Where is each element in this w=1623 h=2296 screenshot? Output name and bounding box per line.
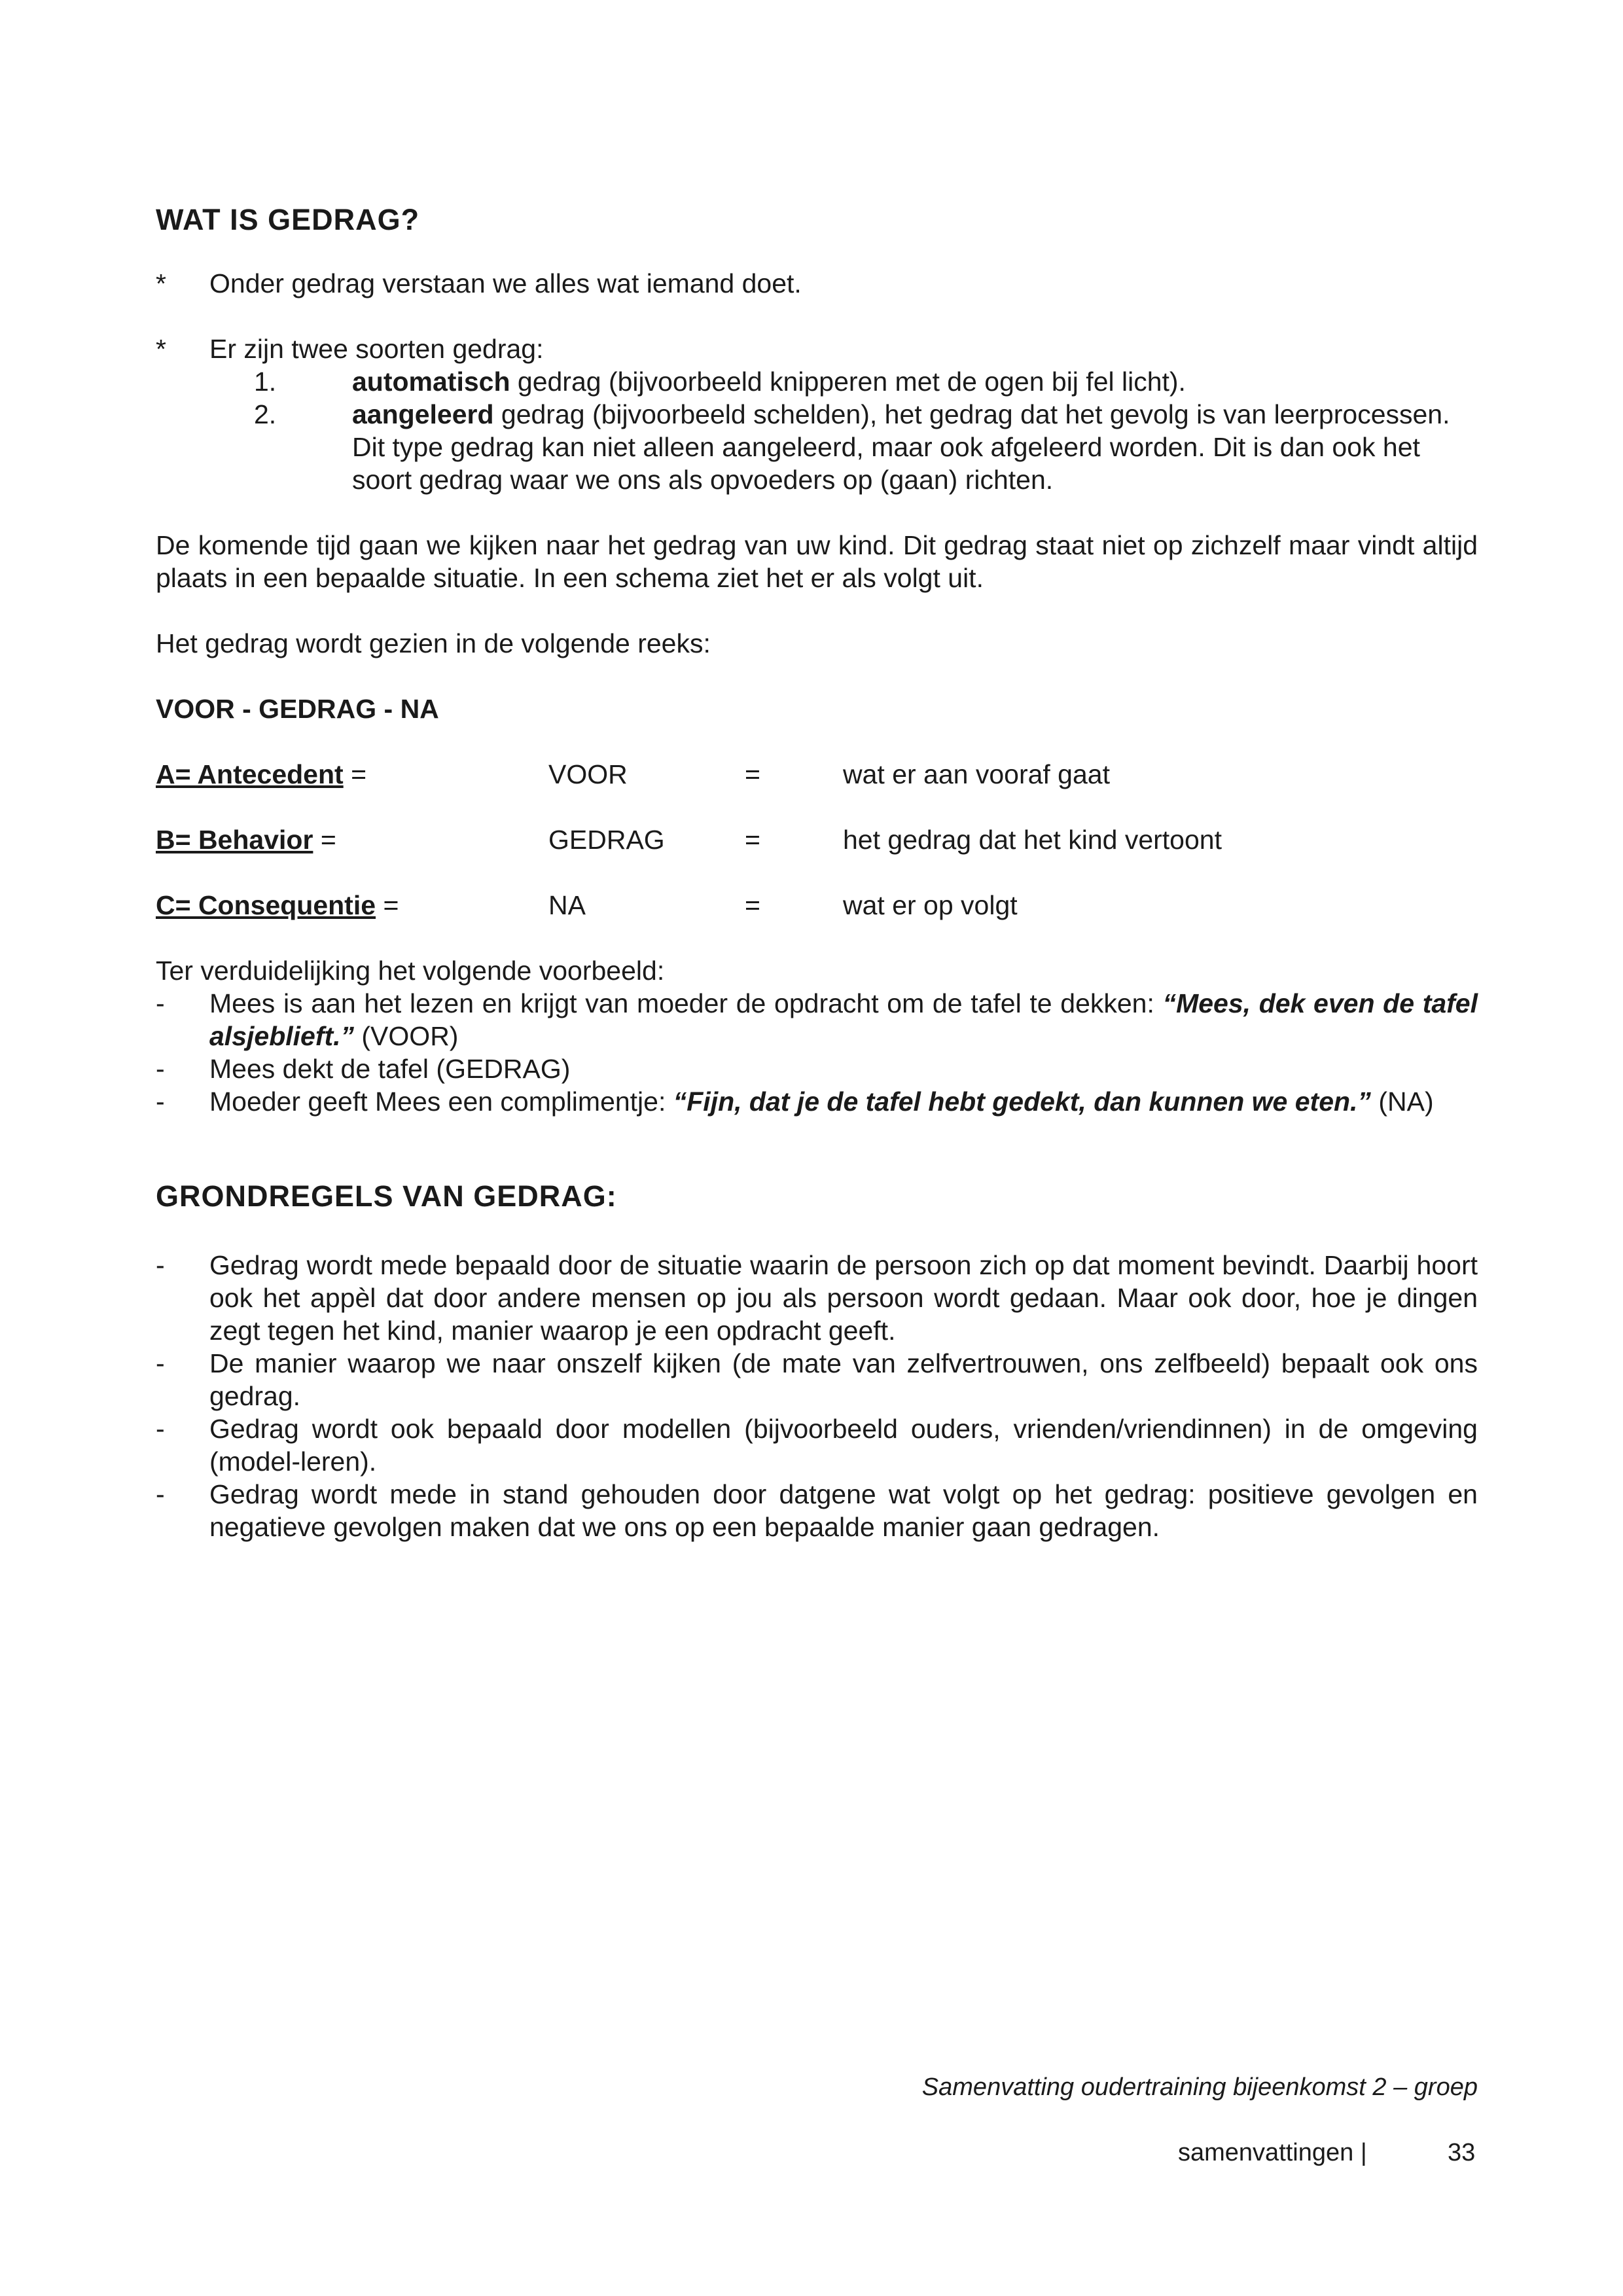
item-rest: gedrag (bijvoorbeeld schelden), het gedrag dat het gevolg is van leerprocessen. Dit type gedrag kan niet alleen aangeleerd, maar ook afgeleerd worden. Dit is dan ook het soort gedrag waar we ons als opvoeders op (gaan) richten. xyxy=(352,399,1450,495)
item-bold-term: aangeleerd xyxy=(352,399,494,429)
example-text xyxy=(209,987,1478,1052)
bullet-marker: * xyxy=(156,334,166,364)
example-intro: Ter verduidelijking het volgende voorbeeld: xyxy=(156,956,665,986)
abc-equals: = xyxy=(745,759,760,789)
abc-term-label: C= Consequentie xyxy=(156,890,376,920)
abc-equals: = xyxy=(745,825,760,855)
sequence-title: VOOR - GEDRAG - NA xyxy=(156,694,439,724)
abc-label xyxy=(156,889,399,922)
dash-marker: - xyxy=(156,1086,165,1117)
example-text-part: (NA) xyxy=(1370,1086,1434,1117)
abc-phase: GEDRAG xyxy=(548,825,665,855)
abc-equals: = xyxy=(745,890,760,920)
abc-term-label: A= Antecedent xyxy=(156,759,344,789)
dash-marker: - xyxy=(156,1054,165,1084)
rule-text: Gedrag wordt ook bepaald door modellen (bijvoorbeeld ouders, vrienden/vriendinnen) in de omgeving (model-leren). xyxy=(209,1414,1478,1477)
abc-phase: NA xyxy=(548,890,586,920)
abc-phase: VOOR xyxy=(548,759,628,789)
abc-description: wat er aan vooraf gaat xyxy=(843,759,1110,789)
bullet-text: Onder gedrag verstaan we alles wat iemand doet. xyxy=(209,268,802,298)
example-text-part: Moeder geeft Mees een complimentje: xyxy=(209,1086,673,1117)
footer-section-label: samenvattingen | xyxy=(1178,2139,1367,2166)
abc-equals: = xyxy=(320,825,336,855)
bullet-marker: * xyxy=(156,268,166,298)
abc-equals: = xyxy=(351,759,367,789)
dash-marker: - xyxy=(156,1250,165,1280)
item-bold-term: automatisch xyxy=(352,367,510,397)
dash-marker: - xyxy=(156,1479,165,1509)
example-text: Mees dekt de tafel (GEDRAG) xyxy=(209,1054,571,1084)
heading-wat-is-gedrag: WAT IS GEDRAG? xyxy=(156,203,420,236)
dash-marker: - xyxy=(156,1414,165,1444)
example-text xyxy=(209,1085,1478,1118)
page-number: 33 xyxy=(1448,2139,1476,2166)
example-text-part: (VOOR) xyxy=(354,1021,459,1051)
abc-label xyxy=(156,758,366,791)
item-number: 2. xyxy=(254,399,277,429)
dash-marker: - xyxy=(156,1348,165,1378)
heading-grondregels: GRONDREGELS VAN GEDRAG: xyxy=(156,1179,617,1213)
abc-label xyxy=(156,823,336,856)
example-quote: “Fijn, dat je de tafel hebt gedekt, dan kunnen we eten.” xyxy=(673,1086,1371,1117)
item-text xyxy=(352,365,1478,398)
dash-marker: - xyxy=(156,988,165,1018)
abc-description: het gedrag dat het kind vertoont xyxy=(843,825,1222,855)
example-quote: “Mees, dek even de tafel alsjeblieft.” xyxy=(209,988,1478,1051)
item-rest: gedrag (bijvoorbeeld knipperen met de ogen bij fel licht). xyxy=(510,367,1186,397)
abc-description: wat er op volgt xyxy=(843,890,1018,920)
abc-term-label: B= Behavior xyxy=(156,825,313,855)
item-text xyxy=(352,398,1478,496)
paragraph-sequence-intro: Het gedrag wordt gezien in de volgende reeks: xyxy=(156,628,711,658)
bullet-text: Er zijn twee soorten gedrag: xyxy=(209,334,544,364)
example-text-part: Mees is aan het lezen en krijgt van moeder de opdracht om de tafel te dekken: xyxy=(209,988,1163,1018)
rule-text: Gedrag wordt mede in stand gehouden door datgene wat volgt op het gedrag: positieve gevolgen en negatieve gevolgen maken dat we ons op een bepaalde manier gaan gedragen. xyxy=(209,1479,1478,1542)
footer-document-title: Samenvatting oudertraining bijeenkomst 2 – groep xyxy=(921,2073,1478,2101)
abc-equals: = xyxy=(383,890,399,920)
item-number: 1. xyxy=(254,367,277,397)
rule-text: Gedrag wordt mede bepaald door de situatie waarin de persoon zich op dat moment bevindt. Daarbij hoort ook het appèl dat door andere mensen op jou als persoon wordt gedaan. Maar ook door, hoe je dingen zegt tegen het kind, manier waarop je een opdracht geeft. xyxy=(209,1250,1478,1346)
rule-text: De manier waarop we naar onszelf kijken (de mate van zelfvertrouwen, ons zelfbeeld) bepaalt ook ons gedrag. xyxy=(209,1348,1478,1411)
paragraph-intro: De komende tijd gaan we kijken naar het gedrag van uw kind. Dit gedrag staat niet op zichzelf maar vindt altijd plaats in een bepaalde situatie. In een schema ziet het er als volgt uit. xyxy=(156,530,1478,593)
